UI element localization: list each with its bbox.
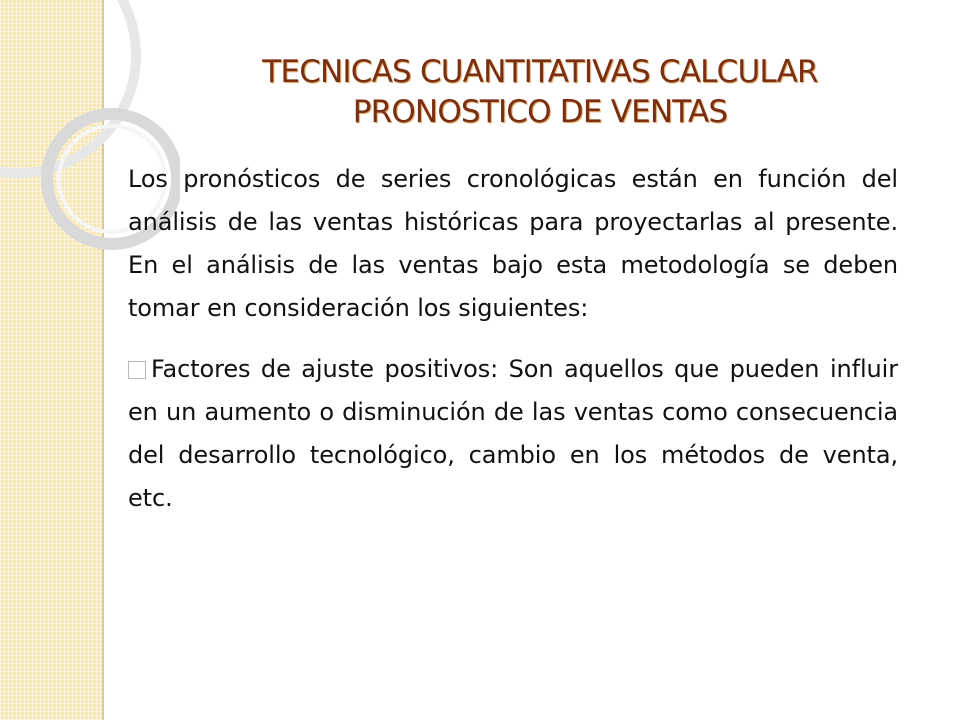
decorative-left-band xyxy=(0,0,104,720)
bullet-item-factores-de-ajuste xyxy=(128,348,898,520)
slide-title-line-2: PRONOSTICO DE VENTAS xyxy=(352,94,728,130)
slide-title xyxy=(150,52,930,132)
intro-paragraph: Los pronósticos de series cronológicas están en función del análisis de las ventas históricas para proyectarlas al presente. En el análisis de las ventas bajo esta metodología se deben tomar en consideración los siguientes: xyxy=(128,165,898,322)
slide-content xyxy=(128,158,898,520)
bullet-item-text: Factores de ajuste positivos: Son aquellos que pueden influir en un aumento o disminución de las ventas como consecuencia del desarrollo tecnológico, cambio en los métodos de venta, etc. xyxy=(128,355,898,512)
slide-title-line-1: TECNICAS CUANTITATIVAS CALCULAR xyxy=(262,54,818,90)
hollow-square-bullet-icon xyxy=(128,361,146,379)
